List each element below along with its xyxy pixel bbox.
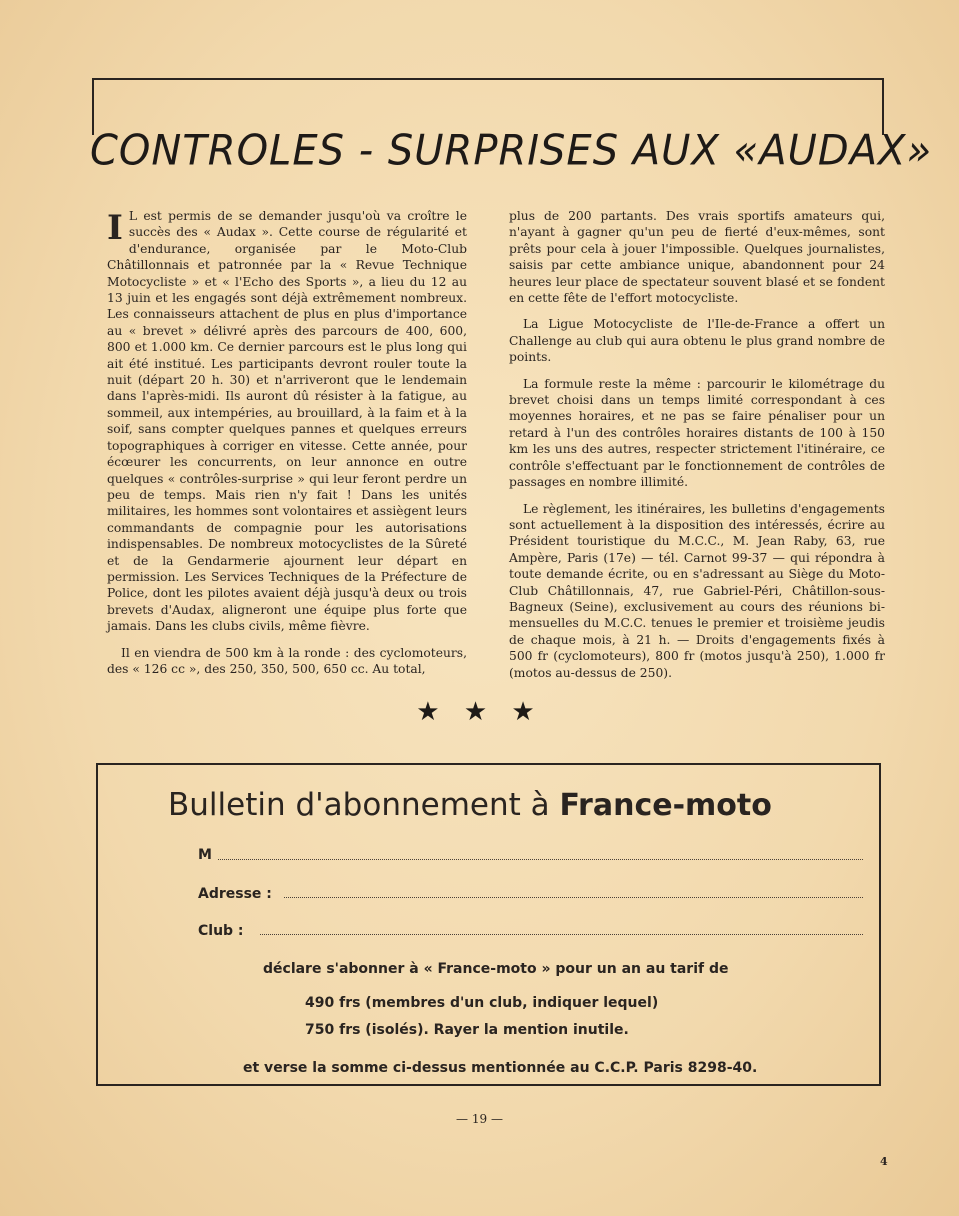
page-number: — 19 —	[456, 1112, 503, 1126]
payment-text: et verse la somme ci-dessus mentionnée au C.C.P. Paris 8298-40.	[243, 1060, 758, 1076]
address-field[interactable]	[284, 897, 863, 898]
name-label: M	[198, 847, 212, 863]
drop-cap: I	[107, 208, 123, 248]
article-column-left	[107, 208, 467, 687]
article-paragraph: La formule reste la même : parcourir le kilométrage du brevet choisi dans un temps limité correspondant à ces moyennes horaires, et ne pas se faire pénaliser pour un retard à l'un des contrôles horaires distants de 100 à 150 km les uns des autres, respecter strictement l'itinéraire, ce contrôle s'effectuant par le fonctionnement de contrôles de passages en nombre illimité.	[509, 376, 885, 490]
club-field[interactable]	[260, 934, 863, 935]
article-paragraph: Il en viendra de 500 km à la ronde : des cyclomoteurs, des « 126 cc », des 250, 350, 500, 650 cc. Au total,	[107, 645, 467, 676]
declaration-text: déclare s'abonner à « France-moto » pour un an au tarif de	[263, 961, 729, 977]
address-label: Adresse :	[198, 886, 272, 902]
article-paragraph: Le règlement, les itinéraires, les bulletins d'engagements sont actuellement à la disposition des intéressés, écrire au Président touristique du M.C.C., M. Jean Raby, 63, rue Ampère, Paris (17e) — tél. Carnot 99-37 — qui répondra à toute demande écrite, ou en s'adressant au Siège du Moto-Club Châtillonnais, 47, rue Gabriel-Péri, Châtillon-sous-Bagneux (Seine), exclusivement au cours des réunions bi-mensuelles du M.C.C. tenues le premier et troisième jeudis de chaque mois, à 21 h. — Droits d'engagements fixés à 500 fr (cyclomoteurs), 800 fr (motos jusqu'à 250), 1.000 fr (motos au-dessus de 250).	[509, 501, 885, 680]
club-label: Club :	[198, 923, 244, 939]
article-paragraph: plus de 200 partants. Des vrais sportifs amateurs qui, n'ayant à gagner qu'un peu de fierté d'eux-mêmes, sont prêts pour cela à jouer l'impossible. Quelques journalistes, saisis par cette ambiance unique, abandonnent pour 24 heures leur place de spectateur souvent blasé et se fondent en cette fête de l'effort motocycliste.	[509, 209, 885, 306]
article-column-right	[509, 208, 885, 691]
name-field[interactable]	[218, 859, 863, 860]
article-paragraph: La Ligue Motocycliste de l'Ile-de-France a offert un Challenge au club qui aura obtenu le plus grand nombre de points.	[509, 317, 885, 365]
article-paragraph: I L est permis de se demander jusqu'où va croître le succès des « Audax ». Cette course de régularité et d'endurance, organisée par le Moto-Club Châtillonnais et patronnée par la « Revue Technique Motocycliste » et « l'Echo des Sports », a lieu du 12 au 13 juin et les engagés sont déjà extrêmement nombreux. Les connaisseurs attachent de plus en plus d'importance au « brevet » délivré après des parcours de 400, 600, 800 et 1.000 km. Ce dernier parcours est le plus long qui ait été institué. Les participants devront rouler toute la nuit (départ 20 h. 30) et n'arriveront que le lendemain dans l'après-midi. Ils auront dû résister à la fatigue, au sommeil, aux intempéries, au brouillard, à la faim et à la soif, sans compter quelques pannes et quelques erreurs topographiques à corriger en vitesse. Cette année, pour écœurer les concurrents, on leur annonce en outre quelques « contrôles-surprise » qui leur feront perdre un peu de temps. Mais rien n'y fait ! Dans les unités militaires, les hommes sont volontaires et assiègent leurs commandants de compagnie pour les autorisations indispensables. De nombreux motocyclistes de la Sûreté et de la Gendarmerie ajournent leur départ en permission. Les Services Techniques de la Préfecture de Police, dont les pilotes avaient déjà jusqu'à deux ou trois brevets d'Audax, aligneront une équipe plus forte que jamais. Dans les clubs civils, même fièvre.	[107, 208, 467, 634]
rate-individuals: 750 frs (isolés). Rayer la mention inutile.	[305, 1022, 629, 1038]
brand-name: France-moto	[559, 788, 772, 823]
section-separator: ★ ★ ★	[416, 697, 543, 727]
rate-club-members: 490 frs (membres d'un club, indiquer lequel)	[305, 995, 659, 1011]
corner-number: 4	[880, 1155, 888, 1168]
article-title: CONTROLES - SURPRISES AUX «AUDAX»	[90, 126, 933, 176]
form-title: Bulletin d'abonnement à France-moto	[168, 787, 772, 823]
subscription-form	[96, 763, 881, 1086]
